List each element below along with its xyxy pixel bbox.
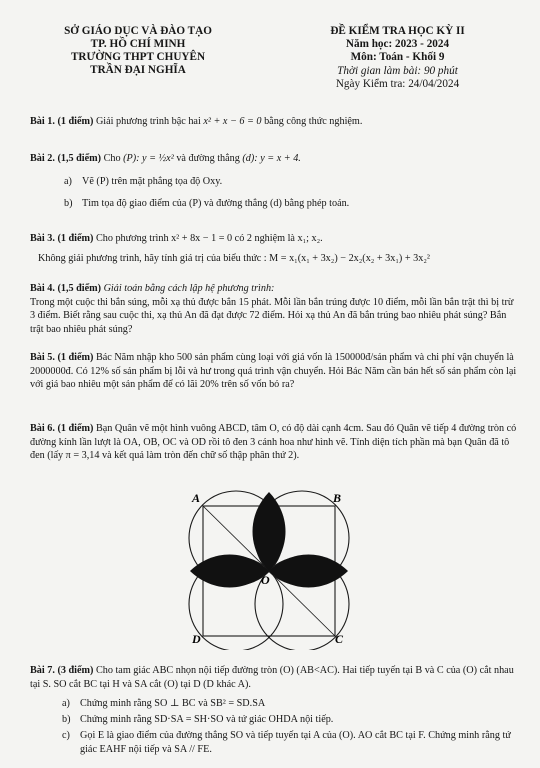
question-3-line2	[38, 252, 526, 266]
center-o-label: O	[261, 573, 270, 587]
q1-text: Giải phương trình bậc hai	[95, 116, 201, 127]
vertex-b-label: B	[333, 491, 342, 505]
q4-label: Bài 4. (1,5 điểm)	[30, 283, 102, 294]
q1-tail: bằng công thức nghiệm.	[264, 116, 363, 127]
q7b-label: b)	[62, 714, 71, 725]
q6-label: Bài 6. (1 điểm)	[30, 423, 94, 434]
school-year: Năm học: 2023 - 2024	[345, 38, 450, 51]
q2b-label: b)	[64, 198, 73, 209]
square-circles-figure	[175, 480, 365, 650]
question-5	[30, 351, 518, 392]
question-2b	[64, 197, 519, 211]
exam-header	[290, 25, 505, 91]
q2-line: (d): y = x + 4.	[242, 153, 301, 164]
exam-date: Ngày Kiểm tra: 24/04/2024	[335, 77, 460, 90]
city-name: TP. HỒ CHÍ MINH	[90, 38, 186, 50]
q3-text: Cho phương trình x² + 8x − 1 = 0 có 2 nghiệm là x₁; x₂.	[95, 233, 323, 244]
q7a-text: Chứng minh rằng SO ⊥ BC và SB² = SD.SA	[80, 698, 266, 709]
vertex-a-label: A	[192, 491, 201, 505]
question-1	[30, 115, 518, 129]
school-header	[38, 25, 238, 77]
q1-label: Bài 1. (1 điểm)	[30, 116, 94, 127]
department-name: SỞ GIÁO DỤC VÀ ĐÀO TẠO	[64, 25, 212, 37]
q7b-text: Chứng minh rằng SD·SA = SH·SO và tứ giác OHDA nội tiếp.	[80, 714, 334, 725]
q2-parabola: (P): y = ½x²	[123, 153, 174, 164]
question-2a	[64, 175, 519, 189]
q2-label: Bài 2. (1,5 điểm)	[30, 153, 102, 164]
exam-time: Thời gian làm bài: 90 phút	[337, 64, 458, 77]
q2-text-a: Cho	[103, 153, 121, 164]
question-7	[30, 664, 518, 691]
vertex-d-label: D	[192, 632, 201, 646]
q2a-label: a)	[64, 176, 72, 187]
vertex-c-label: C	[335, 632, 344, 646]
q4-title: Giải toán bằng cách lập hệ phương trình:	[103, 283, 275, 294]
school-name-line2: TRẦN ĐẠI NGHĨA	[90, 64, 186, 76]
q3-expression: Không giải phương trình, hãy tính giá trị của biểu thức : M = x₁(x₁ + 3x₂) − 2x₂(x₂ + 3x₁) + 3x₂²	[38, 253, 430, 264]
q2a-text: Vẽ (P) trên mặt phẳng tọa độ Oxy.	[82, 176, 223, 187]
school-name-line1: TRƯỜNG THPT CHUYÊN	[70, 51, 206, 63]
question-7a	[62, 697, 520, 711]
question-2	[30, 152, 518, 166]
q3-label: Bài 3. (1 điểm)	[30, 233, 94, 244]
q7-body: Cho tam giác ABC nhọn nội tiếp đường tròn (O) (AB<AC). Hai tiếp tuyến tại B và C của (O) cắt nhau tại S. SO cắt BC tại H và SA cắt (O) tại D (D khác A).	[30, 665, 514, 690]
question-7c	[62, 729, 520, 756]
question-6	[30, 422, 518, 463]
question-3	[30, 232, 518, 246]
q2-text-b: và đường thẳng	[176, 153, 240, 164]
q6-body: Bạn Quân vẽ một hình vuông ABCD, tâm O, có độ dài cạnh 4cm. Sau đó Quân vẽ tiếp 4 đường tròn có đường kính lần lượt là OA, OB, OC và OD rồi tô đen 3 cánh hoa như hình vẽ. Tính diện tích phần mà bạn Quân đã tô đen (lấy π = 3,14 và kết quả làm tròn đến chữ số thập phân thứ 2).	[30, 423, 517, 462]
q1-equation: x² + x − 6 = 0	[203, 116, 262, 127]
q4-body: Trong một cuộc thi bắn súng, mỗi xạ thủ được bắn 15 phát. Mỗi lần bắn trúng được 10 điểm, mỗi lần bắn trật thì bị trừ 3 điểm. Biết rằng sau cuộc thi, xạ thủ An đã đạt được 72 điểm. Hỏi xạ thủ An đã bắn trúng bao nhiêu phát súng? Bắn trật bao nhiêu phát súng?	[30, 296, 514, 335]
q5-label: Bài 5. (1 điểm)	[30, 352, 94, 363]
q7c-label: c)	[62, 730, 70, 741]
exam-title: ĐỀ KIỂM TRA HỌC KỲ II	[330, 25, 465, 37]
q7a-label: a)	[62, 698, 70, 709]
subject: Môn: Toán - Khối 9	[350, 51, 445, 64]
question-4	[30, 282, 518, 336]
question-7b	[62, 713, 520, 727]
q5-body: Bác Năm nhập kho 500 sản phẩm cùng loại với giá vốn là 150000đ/sản phẩm và chi phí vận chuyển là 2000000đ. Có 12% số sản phẩm bị lỗi và hư trong quá trình vận chuyển. Hỏi Bác Năm cần bán hết số sản phẩm còn lại với giá bao nhiêu một sản phẩm để có lãi 20% trên số vốn bỏ ra?	[30, 352, 517, 391]
q7c-text: Gọi E là giao điểm của đường thẳng SO và tiếp tuyến tại A của (O). AO cắt BC tại F. Chứng minh rằng tứ giác EAHF nội tiếp và SA // FE.	[80, 730, 511, 755]
q2b-text: Tìm tọa độ giao điểm của (P) và đường thẳng (d) bằng phép toán.	[82, 198, 350, 209]
q7-label: Bài 7. (3 điểm)	[30, 665, 94, 676]
